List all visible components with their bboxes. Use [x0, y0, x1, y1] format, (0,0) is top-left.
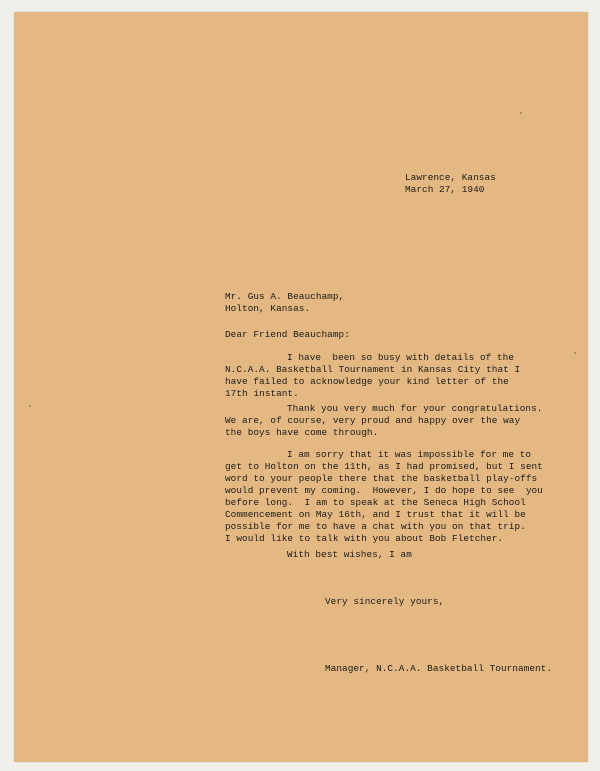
paragraph-line: would prevent my coming. However, I do hope to see you — [225, 485, 543, 496]
paragraph-line: Commencement on May 16th, and I trust that it will be — [225, 509, 526, 520]
paragraph-line: word to your people there that the basketball play-offs — [225, 473, 538, 484]
paragraph-line: have failed to acknowledge your kind letter of the — [225, 376, 509, 387]
heading-place: Lawrence, Kansas — [405, 172, 496, 183]
letter-sheet — [14, 12, 588, 762]
paper-speck — [574, 352, 576, 354]
paragraph-line: We are, of course, very proud and happy over the way — [225, 415, 521, 426]
paragraph-line: I have been so busy with details of the — [287, 352, 515, 363]
heading-date: March 27, 1940 — [405, 184, 485, 195]
paragraph-line: I would like to talk with you about Bob Fletcher. — [225, 533, 504, 544]
paper-speck — [29, 405, 31, 407]
paragraph-line: the boys have come through. — [225, 427, 379, 438]
recipient-name: Mr. Gus A. Beauchamp, — [225, 291, 345, 302]
salutation: Dear Friend Beauchamp: — [225, 329, 350, 340]
paragraph-line: 17th instant. — [225, 388, 299, 399]
recipient-city: Holton, Kansas. — [225, 303, 311, 314]
paragraph-line: before long. I am to speak at the Seneca High School — [225, 497, 526, 508]
closing-line: With best wishes, I am — [287, 549, 412, 560]
paragraph-line: N.C.A.A. Basketball Tournament in Kansas City that I — [225, 364, 521, 375]
paragraph-line: possible for me to have a chat with you on that trip. — [225, 521, 526, 532]
paragraph-line: Thank you very much for your congratulations. — [287, 403, 543, 414]
paragraph-line: I am sorry that it was impossible for me to — [287, 449, 532, 460]
paragraph-line: get to Holton on the 11th, as I had promised, but I sent — [225, 461, 543, 472]
complimentary-close: Very sincerely yours, — [325, 596, 445, 607]
signature-title: Manager, N.C.A.A. Basketball Tournament. — [325, 663, 553, 674]
paper-speck — [520, 112, 522, 114]
